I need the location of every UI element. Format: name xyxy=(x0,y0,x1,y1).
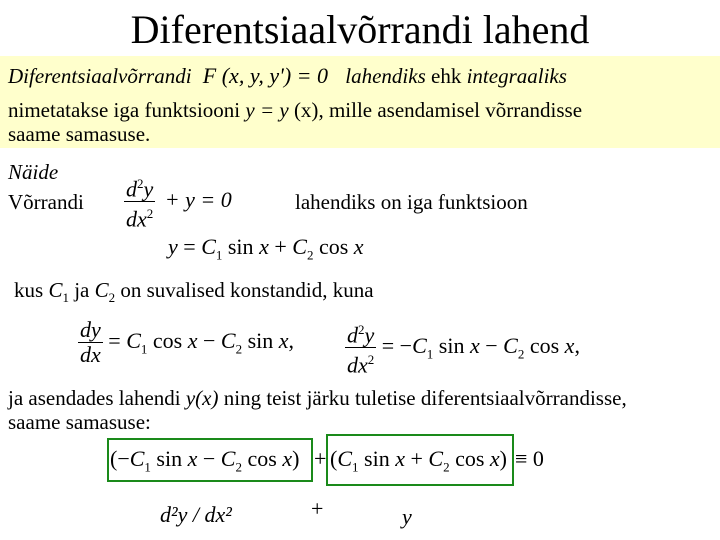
ode-equation xyxy=(124,172,232,232)
solution-text: lahendiks on iga funktsioon xyxy=(295,190,528,214)
constants-rest: on suvalised konstandid, kuna xyxy=(115,278,374,302)
term-diff-eq: Diferentsiaalvõrrandi xyxy=(8,64,192,88)
identity-left-term: ($-C_1$ $\sin x - C_2$ cos x) xyxy=(110,446,300,475)
slide-title: Diferentsiaalvõrrandi lahend xyxy=(0,0,720,56)
second-derivative: $\frac{d^2y}{dx^2}$ = $-C_1$ $\sin x - C_2$ cos x, xyxy=(347,322,580,378)
equation-F: F (x, y, y') = 0 xyxy=(202,63,329,88)
first-derivative: $\frac{dy}{dx}$ = $C_1$ $\cos x - C_2$ sin x, xyxy=(80,317,295,367)
substitution-yx: y(x) xyxy=(185,386,219,410)
definition-text-b: , mille asendamisel võrrandisse xyxy=(318,98,583,122)
substitution-text-a: ja asendades lahendi xyxy=(8,386,186,410)
term-integraal: integraaliks xyxy=(466,64,567,88)
definition-line-2 xyxy=(8,98,582,122)
substitution-line-1 xyxy=(8,386,627,410)
definition-yeq: y = y xyxy=(245,98,289,122)
definition-paren: (x) xyxy=(288,98,319,122)
term-lahend: lahendiks xyxy=(345,64,426,88)
under-label-right: y xyxy=(402,504,412,529)
example-label: Näide xyxy=(8,160,59,184)
identity-right-term: ($C_1$ $\sin x + C_2$ cos x) xyxy=(330,446,507,475)
general-solution: $y = C_1$ $\sin x + C_2$ cos x xyxy=(168,234,364,263)
definition-line-3: saame samasuse. xyxy=(8,122,151,146)
constants-line: kus $C_1$ ja $C_2$ on suvalised konstandid, kuna xyxy=(14,278,374,306)
example-vorrandi: Võrrandi xyxy=(8,190,84,214)
substitution-text-b: ning teist järku tuletise diferentsiaalvõrrandisse, xyxy=(218,386,627,410)
word-ehk: ehk xyxy=(425,64,467,88)
under-label-plus: + xyxy=(311,496,324,521)
ja-word: ja xyxy=(68,278,95,302)
ode-plus-y: + y = 0 xyxy=(164,186,232,212)
under-label-left: d²y / dx² xyxy=(160,502,232,527)
kus-word: kus xyxy=(14,278,49,302)
second-derivative-fraction: $\frac{d^2y}{dx^2}$ xyxy=(126,176,154,232)
identity-plus: + xyxy=(314,446,327,471)
substitution-line-2: saame samasuse: xyxy=(8,410,151,434)
definition-text-a: nimetatakse iga funktsiooni xyxy=(8,98,246,122)
identity-equiv-zero: ≡ 0 xyxy=(515,446,544,471)
definition-line-1 xyxy=(8,64,567,88)
